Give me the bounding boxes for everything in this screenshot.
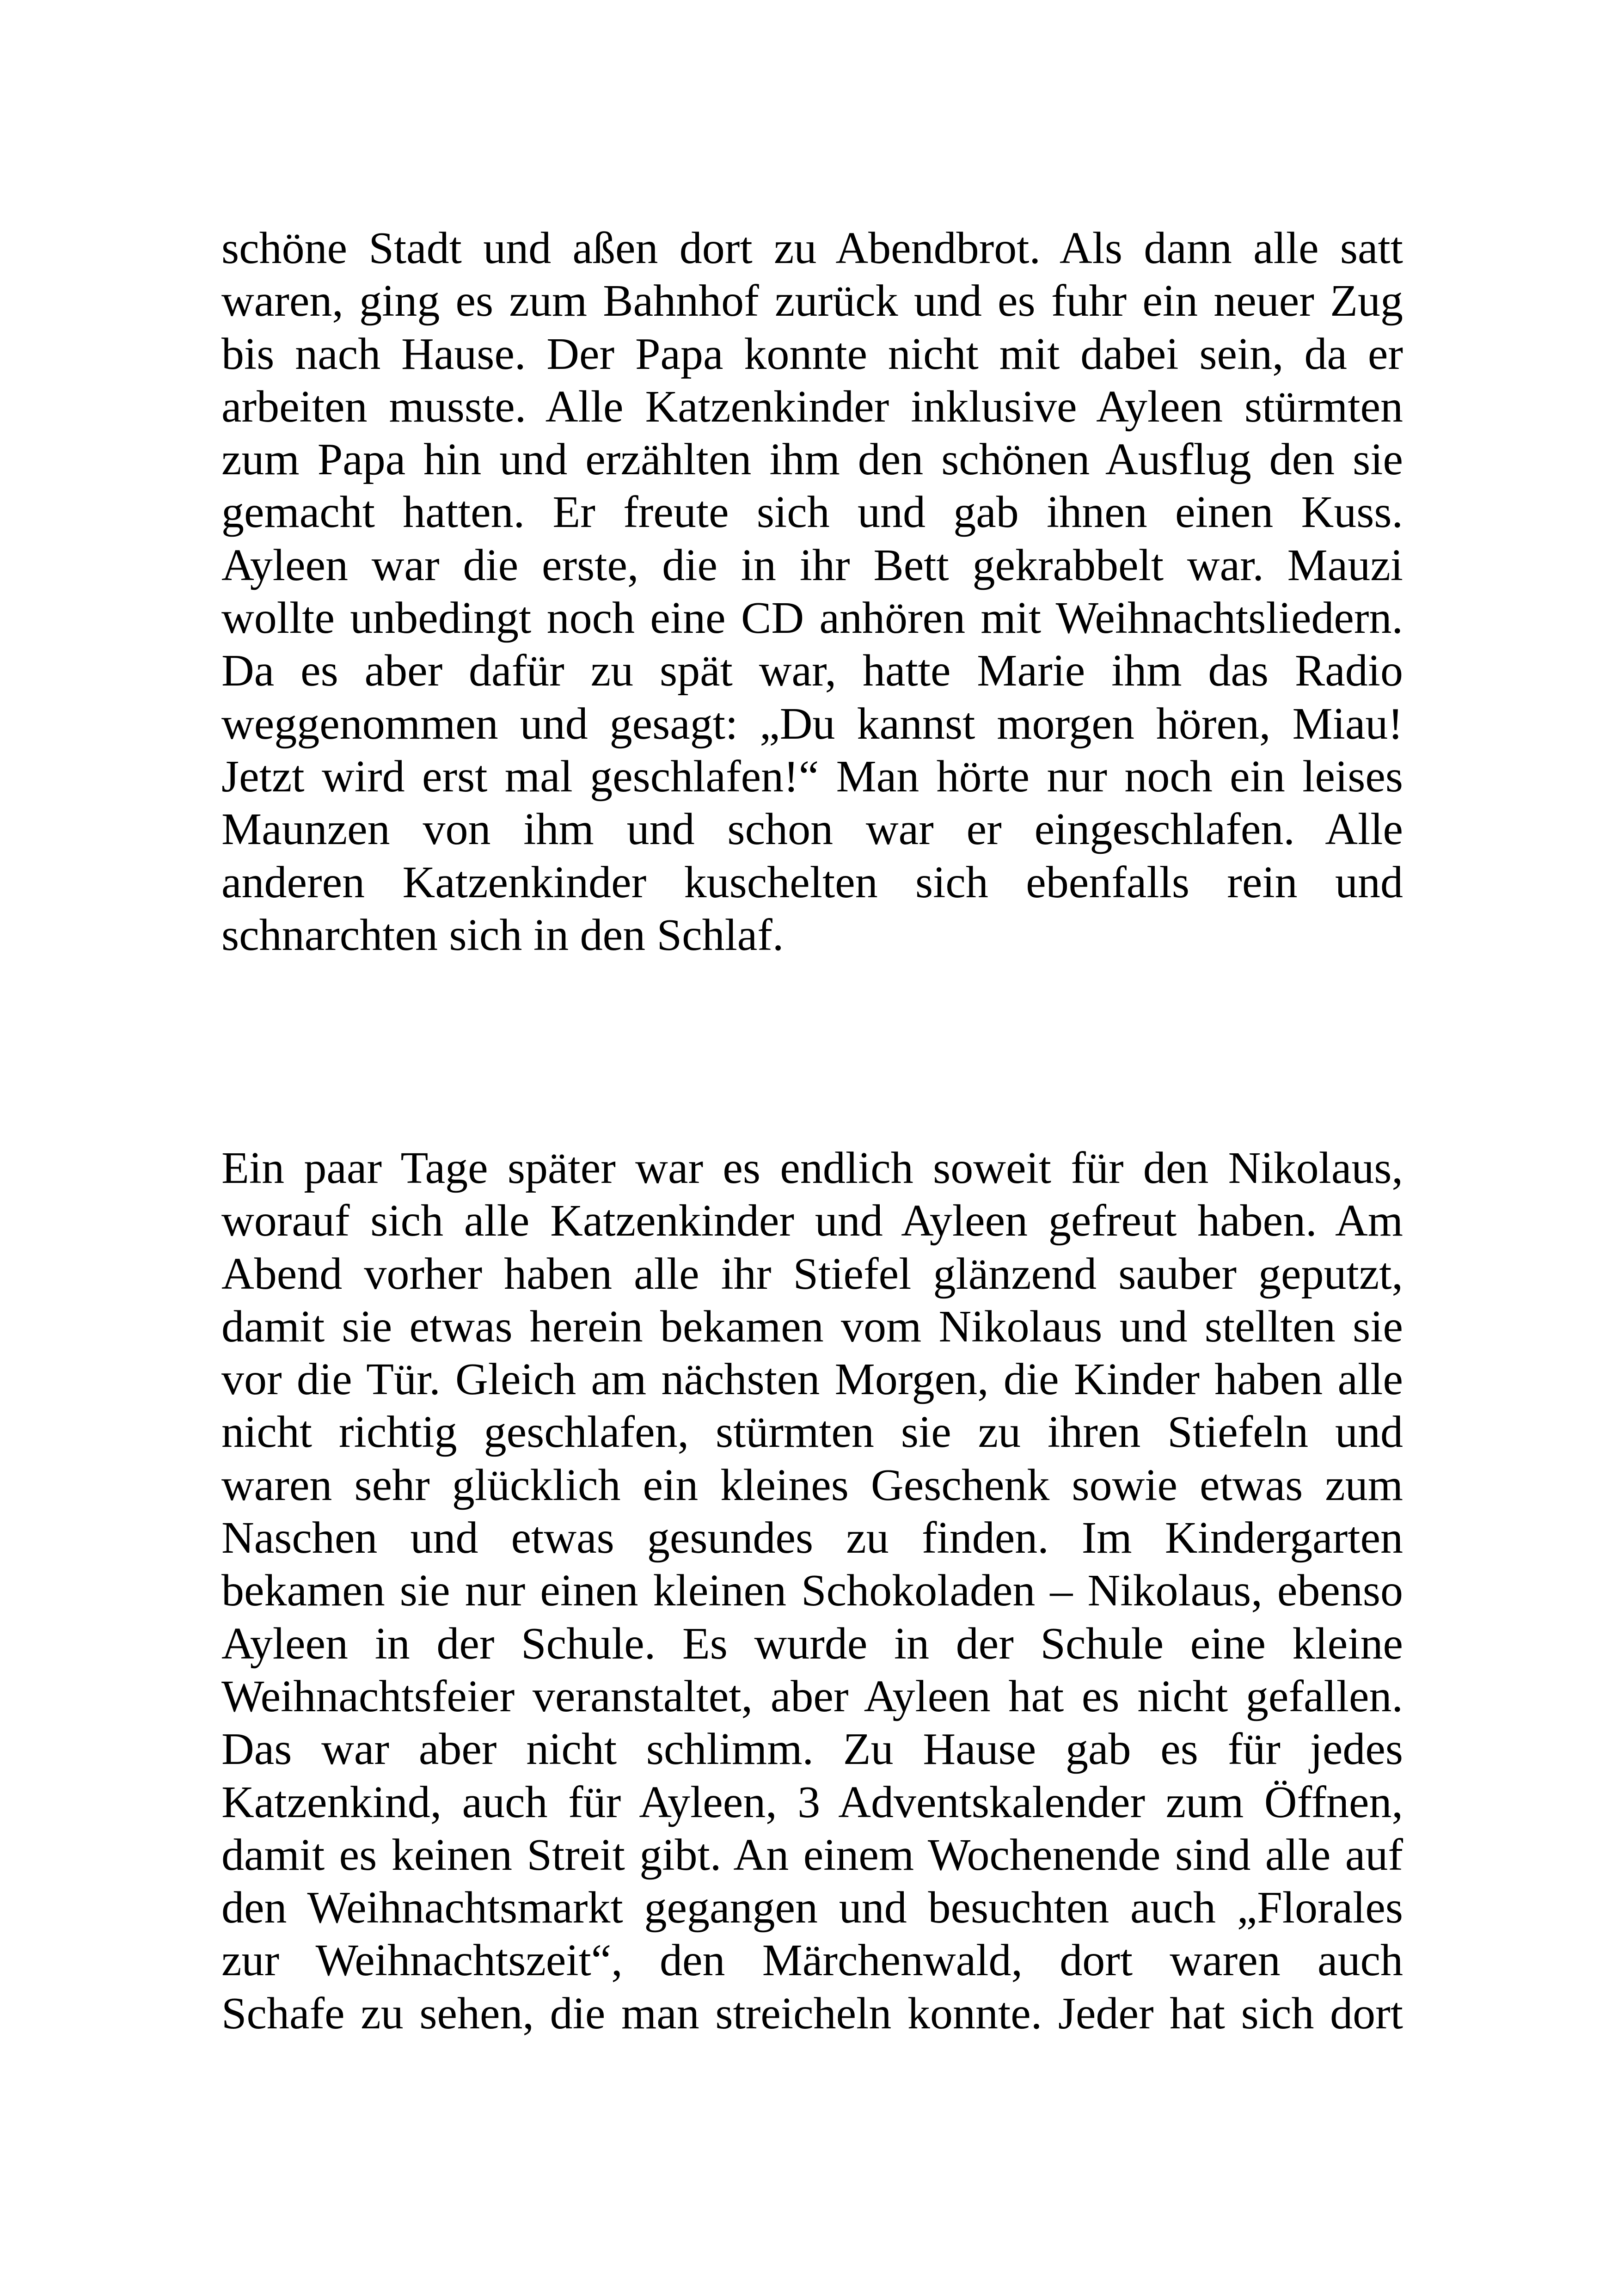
text-line: damit sie etwas herein bekamen vom Nikolaus und stellten sie <box>221 1301 1403 1352</box>
paragraph-2 <box>221 1142 1403 2040</box>
text-line: weggenommen und gesagt: „Du kannst morgen hören, Miau! <box>221 698 1403 749</box>
text-line: waren, ging es zum Bahnhof zurück und es fuhr ein neuer Zug <box>221 276 1403 326</box>
text-line: worauf sich alle Katzenkinder und Ayleen gefreut haben. Am <box>221 1196 1403 1246</box>
text-line: schnarchten sich in den Schlaf. <box>221 910 784 960</box>
text-line: Maunzen von ihm und schon war er eingeschlafen. Alle <box>221 804 1403 855</box>
text-line: waren sehr glücklich ein kleines Geschenk sowie etwas zum <box>221 1460 1403 1510</box>
text-line: Ayleen in der Schule. Es wurde in der Schule eine kleine <box>221 1618 1403 1669</box>
text-line: Ein paar Tage später war es endlich soweit für den Nikolaus, <box>221 1143 1403 1193</box>
text-line: Jetzt wird erst mal geschlafen!“ Man hörte nur noch ein leises <box>221 751 1403 802</box>
text-line: Schafe zu sehen, die man streicheln konnte. Jeder hat sich dort <box>221 1988 1403 2039</box>
text-line: gemacht hatten. Er freute sich und gab ihnen einen Kuss. <box>221 487 1403 538</box>
text-line: bekamen sie nur einen kleinen Schokoladen – Nikolaus, ebenso <box>221 1566 1403 1616</box>
text-line: zur Weihnachtszeit“, den Märchenwald, dort waren auch <box>221 1935 1403 1986</box>
text-line: arbeiten musste. Alle Katzenkinder inklusive Ayleen stürmten <box>221 381 1403 432</box>
text-line: nicht richtig geschlafen, stürmten sie zu ihren Stiefeln und <box>221 1407 1403 1457</box>
text-line: Abend vorher haben alle ihr Stiefel glänzend sauber geputzt, <box>221 1249 1403 1299</box>
text-line: bis nach Hause. Der Papa konnte nicht mit dabei sein, da er <box>221 329 1403 379</box>
text-line: schöne Stadt und aßen dort zu Abendbrot. Als dann alle satt <box>221 223 1403 273</box>
text-line: den Weihnachtsmarkt gegangen und besuchten auch „Florales <box>221 1883 1403 1933</box>
text-line: vor die Tür. Gleich am nächsten Morgen, die Kinder haben alle <box>221 1354 1403 1405</box>
text-line: anderen Katzenkinder kuschelten sich ebenfalls rein und <box>221 857 1403 907</box>
text-line: damit es keinen Streit gibt. An einem Wochenende sind alle auf <box>221 1830 1403 1880</box>
text-line: Katzenkind, auch für Ayleen, 3 Adventskalender zum Öffnen, <box>221 1777 1403 1827</box>
text-line: Das war aber nicht schlimm. Zu Hause gab es für jedes <box>221 1724 1403 1775</box>
text-line: Weihnachtsfeier veranstaltet, aber Ayleen hat es nicht gefallen. <box>221 1671 1403 1721</box>
text-line: zum Papa hin und erzählten ihm den schönen Ausflug den sie <box>221 435 1403 485</box>
text-line: Ayleen war die erste, die in ihr Bett gekrabbelt war. Mauzi <box>221 540 1403 590</box>
text-line: Naschen und etwas gesundes zu finden. Im Kindergarten <box>221 1513 1403 1563</box>
text-line: Da es aber dafür zu spät war, hatte Marie ihm das Radio <box>221 646 1403 696</box>
paragraph-1 <box>221 222 1403 961</box>
text-line: wollte unbedingt noch eine CD anhören mit Weihnachtsliedern. <box>221 593 1403 643</box>
